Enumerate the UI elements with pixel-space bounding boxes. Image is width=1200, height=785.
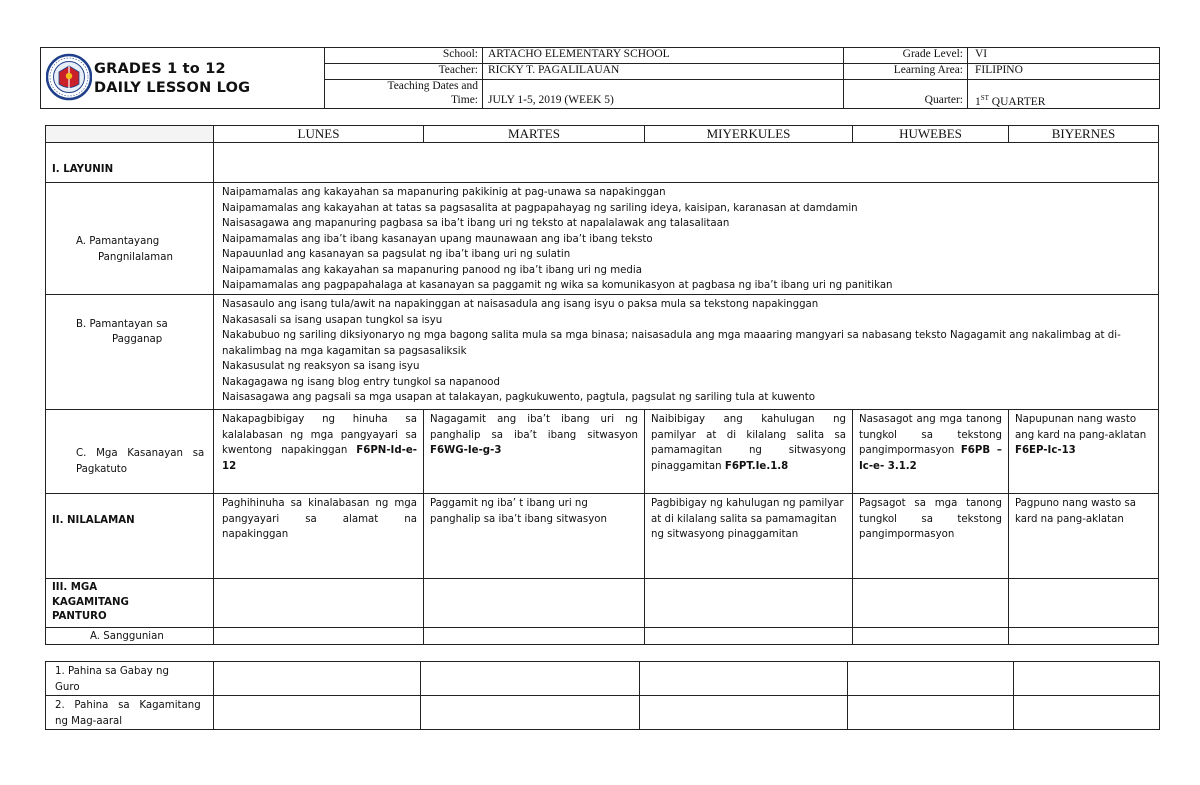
kasanayan-text: Nagagamit ang iba’t ibang uri ng panghalip sa iba’t ibang sitwasyon <box>430 414 638 441</box>
label-a-line2: Pangnilalaman <box>98 252 173 263</box>
label-b-line1: B. Pamantayan sa <box>76 319 168 330</box>
kasanayan-text: Napupunan nang wasto ang kard na pang-aklatan <box>1015 414 1147 441</box>
pahina-mag-line1: 2. Pahina sa Kagamitang <box>55 700 201 711</box>
label-mga-kasanayan-sa-pagkatuto <box>45 409 214 494</box>
nilalaman-martes: Paggamit ng iba’ t ibang uri ng panghalip sa iba’t ibang sitwasyon <box>423 493 645 579</box>
day-header-lunes: LUNES <box>213 125 424 143</box>
pahina-mag-line2: ng Mag-aaral <box>55 715 123 727</box>
kagamitan-miyerkules <box>644 578 853 628</box>
nilalaman-biyernes: Pagpuno nang wasto sa kard na pang-aklatan <box>1008 493 1159 579</box>
pahina-guro-lunes <box>213 661 421 696</box>
label-pamantayang-pangnilalaman <box>45 182 214 295</box>
kagamitan-huwebes <box>852 578 1009 628</box>
header-divider <box>967 47 968 109</box>
b-line: Nakasasali sa isang usapan tungkol sa isyu <box>222 314 443 326</box>
sanggunian-huwebes <box>852 627 1009 645</box>
label-c-line2: Pagkatuto <box>76 464 128 475</box>
kasanayan-text: Nasasagot ang mga tanong tungkol sa tekstong pangimpormasyon <box>859 414 1002 456</box>
pahina-guro-huwebes <box>847 661 1014 696</box>
deped-seal-icon <box>46 51 92 103</box>
competency-code: F6PT.Ie.1.8 <box>724 460 789 472</box>
label-b-line2: Pagganap <box>112 334 163 345</box>
dates-value: JULY 1-5, 2019 (WEEK 5) <box>488 94 614 106</box>
b-line: Nasasaulo ang isang tula/awit na napakinggan at naisasadula ang isang isyu o paksa mula sa tekstong napakinggan <box>222 299 819 310</box>
competency-code: F6EP-Ic-13 <box>1015 445 1076 456</box>
section-kagamitang-panturo <box>45 578 214 628</box>
kagamitan-biyernes <box>1008 578 1159 628</box>
pahina-mag-miyerkules <box>639 695 848 730</box>
a-line: Naipamamalas ang pagpapahalaga at kasanayan sa paggamit ng wika sa komunikasyon at pagbasa ng iba’t ibang uri ng panitikan <box>222 280 893 291</box>
quarter-number: 1 <box>975 95 981 108</box>
pahina-mag-huwebes <box>847 695 1014 730</box>
a-line: Naipamamalas ang iba’t ibang kasanayan upang maunawaan ang iba’t ibang teksto <box>222 233 653 245</box>
dates-label-1: Teaching Dates and <box>387 80 478 92</box>
quarter-label: Quarter: <box>924 94 963 106</box>
title-line-1: GRADES 1 to 12 <box>94 61 226 77</box>
quarter-value <box>975 94 1045 108</box>
day-header-huwebes: HUWEBES <box>852 125 1009 143</box>
label-pamantayan-sa-pagganap <box>45 294 214 410</box>
pahina-guro-martes <box>420 661 640 696</box>
b-line: Nakagagawa ng isang blog entry tungkol sa napanood <box>222 376 500 388</box>
pahina-kagamitan-mag-aaral-label <box>45 695 214 730</box>
kasanayan-lunes <box>213 409 424 494</box>
b-line: Nakabubuo ng sariling diksiyonaryo ng mga bagong salita mula sa mga binasa; naisasadula ang mga maaaring mangyari sa nabasang teksto Nagagamit ang nakalimbag at di- <box>222 330 1121 341</box>
a-line: Naipamamalas ang kakayahan at tatas sa pagsasalita at pagpapahayag ng sariling ideya, kaisipan, karanasan at damdamin <box>222 202 858 214</box>
kagamitan-line2: KAGAMITANG <box>52 596 129 608</box>
competency-code: F6PN-Id-e-12 <box>222 445 417 472</box>
kasanayan-miyerkules <box>644 409 853 494</box>
pahina-mag-biyernes <box>1013 695 1160 730</box>
sanggunian-lunes <box>213 627 424 645</box>
pamantayang-pangnilalaman-content <box>213 182 1159 295</box>
kasanayan-text: Nakapagbibigay ng hinuha sa kalalabasan ng mga pangyayari sa kwentong napakinggan <box>222 414 417 456</box>
a-line: Naipamamalas ang kakayahan sa mapanuring pakikinig at pag-unawa sa napakinggan <box>222 187 666 198</box>
pahina-guro-line1: 1. Pahina sa Gabay ng <box>55 666 169 677</box>
pahina-guro-line2: Guro <box>55 681 80 693</box>
layunin-content <box>213 142 1159 183</box>
kasanayan-huwebes <box>852 409 1009 494</box>
competency-code: F6WG-Ie-g-3 <box>430 445 502 456</box>
corner-cell <box>45 125 214 143</box>
dates-label-2: Time: <box>450 94 478 106</box>
kasanayan-martes <box>423 409 645 494</box>
quarter-word: QUARTER <box>988 95 1046 108</box>
school-label: School: <box>442 48 478 60</box>
pahina-guro-biyernes <box>1013 661 1160 696</box>
quarter-suffix: ST <box>980 94 989 102</box>
pamantayan-sa-pagganap-content <box>213 294 1159 410</box>
pahina-guro-miyerkules <box>639 661 848 696</box>
section-layunin: I. LAYUNIN <box>45 142 214 183</box>
b-line: nakalimbag na mga kagamitan sa pagsasaliksik <box>222 345 467 357</box>
school-value: ARTACHO ELEMENTARY SCHOOL <box>488 48 670 60</box>
grade-label: Grade Level: <box>902 48 963 60</box>
kasanayan-text: Naibibigay ang kahulugan ng pamilyar at di kilalang salita sa pamamagitan ng sitwasyong pinaggamitan <box>651 414 846 472</box>
b-line: Nakasusulat ng reaksyon sa isang isyu <box>222 361 420 372</box>
day-header-miyerkules: MIYERKULES <box>644 125 853 143</box>
sanggunian-martes <box>423 627 645 645</box>
pahina-gabay-guro-label <box>45 661 214 696</box>
section-nilalaman: II. NILALAMAN <box>45 493 214 579</box>
a-line: Naipamamalas ang kakayahan sa mapanuring panood ng iba’t ibang uri ng media <box>222 264 642 276</box>
label-a-line1: A. Pamantayang <box>76 236 160 247</box>
day-header-martes: MARTES <box>423 125 645 143</box>
pahina-mag-martes <box>420 695 640 730</box>
pahina-mag-lunes <box>213 695 421 730</box>
kasanayan-biyernes <box>1008 409 1159 494</box>
grade-value: VI <box>975 48 988 60</box>
b-line: Naisasagawa ang pagsali sa mga usapan at talakayan, pagkukuwento, pagtula, pagsulat ng sariling tula at kuwento <box>222 392 815 403</box>
kagamitan-lunes <box>213 578 424 628</box>
label-c-line1: C. Mga Kasanayan sa <box>76 448 205 459</box>
teacher-label: Teacher: <box>438 64 478 76</box>
kagamitan-line1: III. MGA <box>52 582 98 593</box>
header-divider <box>482 47 483 109</box>
title-line-2: DAILY LESSON LOG <box>94 80 251 96</box>
nilalaman-miyerkules: Pagbibigay ng kahulugan ng pamilyar at di kilalang salita sa pamamagitan ng sitwasyong pinaggamitan <box>644 493 853 579</box>
nilalaman-huwebes: Pagsagot sa mga tanong tungkol sa tekstong pangimpormasyon <box>852 493 1009 579</box>
a-line: Napauunlad ang kasanayan sa pagsulat ng iba’t ibang uri ng sulatin <box>222 249 571 260</box>
teacher-value: RICKY T. PAGALILAUAN <box>488 64 620 76</box>
kagamitan-line3: PANTURO <box>52 611 107 622</box>
kagamitan-martes <box>423 578 645 628</box>
competency-code: F6PB –Ic-e- 3.1.2 <box>859 445 1003 472</box>
area-label: Learning Area: <box>893 64 963 76</box>
sanggunian-label: A. Sanggunian <box>45 627 214 645</box>
nilalaman-lunes: Paghihinuha sa kinalabasan ng mga pangyayari sa alamat na napakinggan <box>213 493 424 579</box>
title-cell <box>40 47 325 109</box>
header-divider <box>843 47 844 109</box>
sanggunian-miyerkules <box>644 627 853 645</box>
sanggunian-biyernes <box>1008 627 1159 645</box>
area-value: FILIPINO <box>975 64 1023 76</box>
day-header-biyernes: BIYERNES <box>1008 125 1159 143</box>
a-line: Naisasagawa ang mapanuring pagbasa sa iba’t ibang uri ng teksto at napalalawak ang talasalitaan <box>222 218 730 229</box>
